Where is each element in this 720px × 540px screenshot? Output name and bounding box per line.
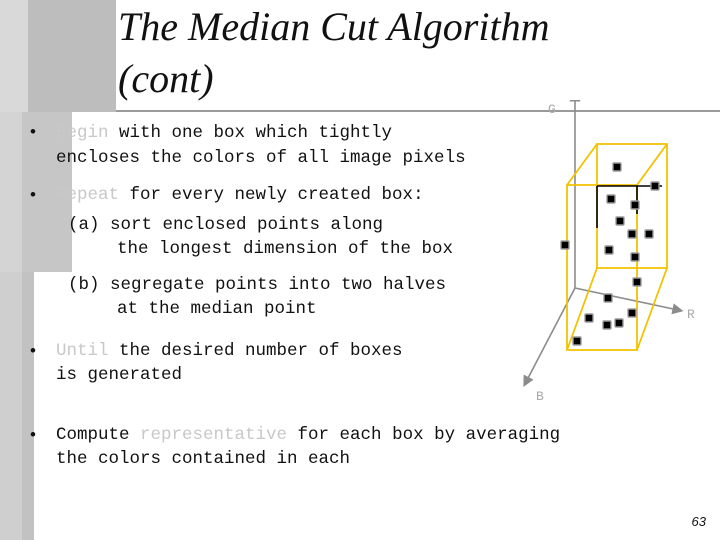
bullet-until-line2: is generated	[56, 365, 183, 385]
bullet-begin-text: with one box which tightly	[108, 123, 393, 143]
keyword-begin: Begin	[56, 123, 109, 143]
bullet-until-text: the desired number of boxes	[108, 341, 403, 361]
bullet-icon: •	[30, 185, 36, 204]
sub-item-b-line1: (b) segregate points into two halves	[68, 275, 447, 295]
keyword-until: Until	[56, 341, 109, 361]
sub-item-b-line2: at the median point	[117, 299, 317, 319]
bullet-compute-prefix: Compute	[56, 425, 141, 445]
keyword-repeat: Repeat	[56, 185, 120, 205]
bullet-until-line1	[56, 339, 403, 363]
bullet-begin-line1	[56, 121, 392, 145]
bullet-icon: •	[30, 122, 36, 141]
sub-item-a-line2: the longest dimension of the box	[117, 239, 454, 259]
sidebar-shade-top	[28, 0, 116, 112]
slide-title-line1: The Median Cut Algorithm	[118, 4, 550, 49]
bullet-icon: •	[30, 341, 36, 360]
axis-r-label: R	[687, 307, 695, 322]
rgb-cube-diagram	[510, 100, 720, 410]
sidebar-shade-low	[22, 272, 34, 540]
bullet-compute-text: for each box by averaging	[287, 425, 561, 445]
bullet-repeat-text: for every newly created box:	[119, 185, 424, 205]
bullet-compute-line1	[56, 423, 560, 447]
keyword-representative: representative	[140, 425, 288, 445]
page-number: 63	[691, 514, 706, 529]
bullet-icon: •	[30, 425, 36, 444]
axis-r	[575, 288, 678, 310]
bullet-begin-line2: encloses the colors of all image pixels	[56, 148, 466, 168]
axis-g-label: G	[548, 102, 556, 117]
sub-item-a-line1: (a) sort enclosed points along	[68, 215, 384, 235]
bullet-repeat-line1	[56, 183, 424, 207]
bullet-compute-line2: the colors contained in each	[56, 449, 351, 469]
axis-b-label: B	[536, 389, 544, 404]
median-split-box	[597, 186, 662, 228]
slide-title-line2: (cont)	[118, 56, 214, 101]
